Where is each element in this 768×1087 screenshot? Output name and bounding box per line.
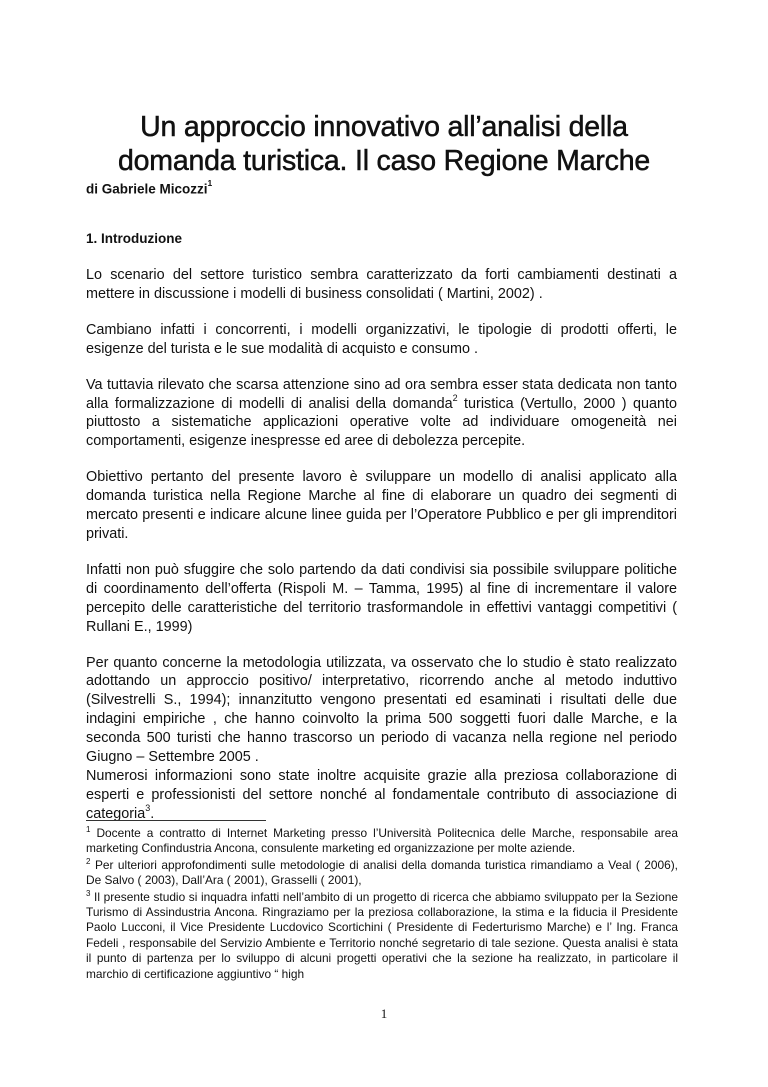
author-name: di Gabriele Micozzi [86,181,208,197]
footnote-3-text: Il presente studio si inquadra infatti nell’ambito di un progetto di ricerca che abbiamo sviluppato per la Sezione Turismo di Assindustria Ancona. Ringraziamo per la preziosa collaborazione, la stima e la fiducia il Presidente Paolo Lucconi, il Vice Presidente Lucdovico Scortichini ( Presidente di Federturismo Marche) e l’ Ing. Franca Fedeli , responsabile del Servizio Ambiente e Territorio nonché segretario di tale sezione. Questa analisi è stata il punto di partenza per lo sviluppo di alcuni progetti operativi che la sezione ha realizzato, in particolare il marchio di certificazione aggiuntivo “ high [86,889,678,981]
footnote-3-number: 3 [86,888,91,898]
paragraph-2: Cambiano infatti i concorrenti, i modelli organizzativi, le tipologie di prodotti offerti, le esigenze del turista e le sue modalità di acquisto e consumo . [86,321,677,357]
paragraph-7 [86,767,677,824]
paragraph-5: Infatti non può sfuggire che solo partendo da dati condivisi sia possibile sviluppare politiche di coordinamento dell’offerta (Rispoli M. – Tamma, 1995) al fine di incrementare il valore percepito delle caratteristiche del territorio trasformandole in effettivi vantaggi competitivi ( Rullani E., 1999) [86,561,677,635]
footnote-1-text: Docente a contratto di Internet Marketing presso l’Università Politecnica delle Marche, responsabile area marketing Confindustria Ancona, consulente marketing ed organizzazione per molte aziende. [86,826,678,856]
paragraph-7-part-a: Numerosi informazioni sono state inoltre acquisite grazie alla preziosa collaborazione di esperti e professionisti del settore nonché al fondamentale contributo di associazione di categoria [86,767,677,822]
footnote-separator [86,820,266,821]
author-line [86,176,212,199]
paragraph-3-part-b: turistica (Vertullo, 2000 ) quanto piuttosto a sistematiche applicazioni operative volte ad individuare omogeneità nei comportamenti, esigenze inespresse ed aree di debolezza percepite. [86,395,677,450]
paragraph-7-part-b: . [150,805,155,822]
title-line-2: domanda turistica. Il caso Regione Marche [118,145,650,177]
footnote-1-number: 1 [86,825,91,835]
paragraph-3-part-a: Va tuttavia rilevato che scarsa attenzione sino ad ora sembra esser stata dedicata non tanto alla formalizzazione di modelli di analisi della domanda [86,376,677,412]
paper-title [80,110,688,178]
footnote-2-text: Per ulteriori approfondimenti sulle metodologie di analisi della domanda turistica rimandiamo a Veal ( 2006), De Salvo ( 2003), Dall’Ara ( 2001), Grasselli ( 2001), [86,857,678,888]
paragraph-1: Lo scenario del settore turistico sembra caratterizzato da forti cambiamenti destinati a mettere in discussione i modelli di business consolidati ( Martini, 2002) . [86,267,677,302]
section-heading: 1. Introduzione [86,231,182,246]
page-number: 1 [380,1006,388,1021]
paragraph-3 [86,376,677,452]
body-text [86,266,677,824]
footnote-2 [86,858,678,889]
footnote-marker-2: 2 [452,392,458,403]
footnote-2-number: 2 [86,856,91,866]
paragraph-4: Obiettivo pertanto del presente lavoro è sviluppare un modello di analisi applicato alla domanda turistica nella Regione Marche al fine di elaborare un quadro dei segmenti di mercato presenti e indicare alcune linee guida per l’Operatore Pubblico e per gli imprenditori privati. [86,469,677,542]
author-footnote-marker: 1 [207,178,213,188]
footnote-3 [86,890,678,982]
title-line-1: Un approccio innovativo all’analisi della [140,111,628,143]
footnote-1 [86,826,678,857]
footnotes [86,826,678,983]
paragraph-6: Per quanto concerne la metodologia utilizzata, va osservato che lo studio è stato realizzato adottando un approccio positivo/ interpretativo, ricorrendo anche al metodo induttivo (Silvestrelli S., 1994); innanzitutto vengono presentati ed esaminati i risultati delle due indagini empiriche , che hanno coinvolto la prima 500 soggetti fuori dalle Marche, e la seconda 500 turisti che hanno trascorso un periodo di vacanza nella regione nel periodo Giugno – Settembre 2005 . [86,654,677,766]
footnote-marker-3: 3 [145,802,151,813]
